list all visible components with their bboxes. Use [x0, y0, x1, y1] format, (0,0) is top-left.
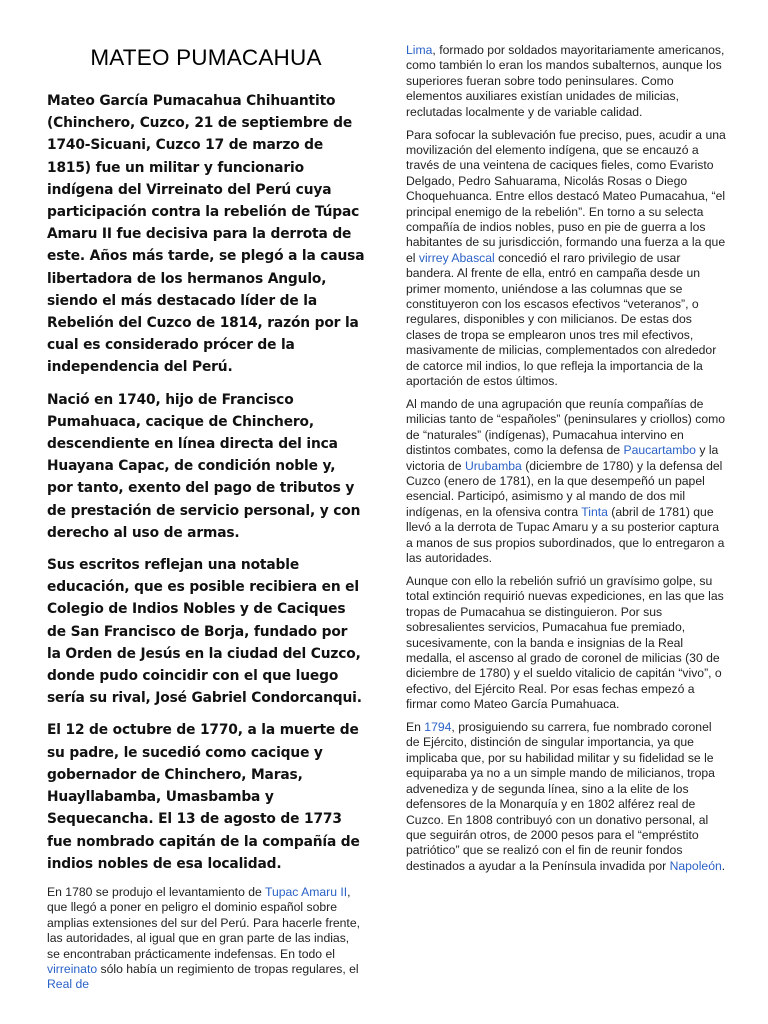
link-urubamba[interactable]: Urubamba	[464, 458, 522, 473]
suppression-text-2: concedió el raro privilegio de usar bandera. Al frente de ella, entró en campaña desde un primer momento, uniéndose a las columnas que se constituyeron con los escasos efectivos “veteranos”, o regulares, disponibles y con milicianos. De estas dos clases de tropa se emplearon unos tres mil efectivos, masivamente de milicias, complementados con alrededor de catorce mil indios, lo que refleja la importancia de la aportación de estos últimos.	[406, 250, 717, 389]
document-title: MATEO PUMACAHUA	[90, 45, 322, 70]
link-1794[interactable]: 1794	[424, 720, 452, 735]
suppression-paragraph	[406, 128, 726, 390]
lima-regiment-paragraph	[406, 43, 726, 120]
combats-text-2: y la victoria de	[406, 443, 719, 473]
career-text-2: , prosiguiendo su carrera, fue nombrado coronel de Ejército, distinción de singular importancia, ya que implicaba que, por su habilidad militar y su fidelidad se le equiparaba ya no a un simple mando de milicianos, tropa advenediza y de segunda línea, sino a la elite de los defensores de la Monarquía y en 1802 alférez real de Cuzco. En 1808 contribuyó con un donativo personal, al que seguirán otros, de 2000 pesos para el “empréstito patriótico” que se realizó con el fin de reunir fondos destinados a ayudar a la Península invadida por	[406, 720, 715, 873]
link-real-de-lima[interactable]: Real de	[47, 977, 90, 992]
combats-text-4: (abril de 1781) que llevó a la derrota de Tupac Amaru y a su posterior captura a manos de sus propios subordinados, que lo entregaron a las autoridades.	[406, 504, 725, 565]
combats-text-1: Al mando de una agrupación que reunía compañías de milicias tanto de “españoles” (peninsulares y criollos) como de “naturales” (indígenas), Pumacahua intervino en distintos combates, como la defensa de	[406, 396, 726, 458]
career-paragraph	[406, 720, 726, 874]
suppression-text-1: Para sofocar la sublevación fue preciso, pues, acudir a una movilización del elemento indígena, que se encauzó a través de una veintena de caciques fieles, como Evaristo Delgado, Pedro Sahuarama, Nicolás Rosas o Diego Choquehuanca. Entre ellos destacó Mateo Pumacahua, “el principal enemigo de la rebelión”. En torno a su selecta compañía de indios nobles, puso en pie de guerra a los habitantes de su jurisdicción, formando una fuerza a la que el	[406, 127, 726, 265]
link-virreinato[interactable]: virreinato	[47, 961, 98, 976]
awards-paragraph: Aunque con ello la rebelión sufrió un gravísimo golpe, su total extinción requirió nuevas expediciones, en las que las tropas de Pumacahua se distinguieron. Por sus sobresalientes servicios, Pumacahua fue premiado, sucesivamente, con la banda e insignias de la Real medalla, el ascenso al grado de coronel de milicias (30 de diciembre de 1780) y el sueldo vitalicio de capitán “vivo”, o efectivo, del Ejército Real. Por esas fechas empezó a firmar como Mateo García Pumahuaca.	[406, 573, 724, 712]
uprising-text-3: sólo había un regimiento de tropas regulares, el	[97, 961, 359, 976]
uprising-paragraph	[47, 885, 365, 993]
birth-paragraph: Nació en 1740, hijo de Francisco Pumahuaca, cacique de Chinchero, descendiente en línea directa del inca Huayana Capac, de condición noble y, por tanto, exento del pago de tributos y de prestación de servicio personal, y con derecho al uso de armas.	[47, 391, 361, 541]
lima-regiment-text: , formado por soldados mayoritariamente americanos, como también lo eran los mandos subalternos, aunque los superiores fueran sobre todo peninsulares. Como elementos auxiliares existían unidades de milicias, reclutadas localmente y de variable calidad.	[406, 43, 725, 119]
uprising-text-2: , que llegó a poner en peligro el dominio español sobre amplias extensiones del sur del Perú. Para hacerle frente, las autoridades, al igual que en gran parte de las indias, se encontraban prácticamente indefensas. En todo el	[47, 884, 360, 961]
link-tinta[interactable]: Tinta	[581, 504, 608, 519]
intro-paragraph: Mateo García Pumacahua Chihuantito (Chinchero, Cuzco, 21 de septiembre de 1740-Sicuani, Cuzco 17 de marzo de 1815) fue un militar y funcionario indígena del Virreinato del Perú cuya participación contra la rebelión de Túpac Amaru II fue decisiva para la derrota de este. Años más tarde, se plegó a la causa libertadora de los hermanos Angulo, siendo el más destacado líder de la Rebelión del Cuzco de 1814, razón por la cual es considerado prócer de la independencia del Perú.	[47, 93, 365, 376]
career-text-1: En	[406, 720, 425, 735]
education-paragraph: Sus escritos reflejan una notable educación, que es posible recibiera en el Colegio de Indios Nobles y de Caciques de San Francisco de Borja, fundado por la Orden de Jesús en la ciudad del Cuzco, donde pudo coincidir con el que luego sería su rival, José Gabriel Condorcanqui.	[47, 557, 362, 707]
career-text-3: .	[721, 858, 726, 873]
combats-text-3: (diciembre de 1780) y la defensa del Cuzco (enero de 1781), en la que desempeñó un papel esencial. Participó, asimismo y al mando de dos mil indígenas, en la ofensiva contra	[406, 458, 723, 519]
uprising-text-1: En 1780 se produjo el levantamiento de	[47, 884, 265, 899]
link-paucartambo[interactable]: Paucartambo	[623, 443, 696, 458]
combats-paragraph	[406, 397, 726, 566]
link-tupac-amaru[interactable]: Tupac Amaru II	[264, 884, 348, 899]
cacique-paragraph: El 12 de octubre de 1770, a la muerte de su padre, le sucedió como cacique y gobernador de Chinchero, Maras, Huayllabamba, Umasbamba y Sequecancha. El 13 de agosto de 1773 fue nombrado capitán de la compañía de indios nobles de esa localidad.	[47, 722, 360, 872]
link-lima[interactable]: Lima	[406, 43, 433, 57]
left-column	[47, 42, 365, 1001]
link-virrey-abascal[interactable]: virrey Abascal	[418, 250, 495, 265]
link-napoleon[interactable]: Napoleón	[669, 858, 722, 873]
right-column	[406, 43, 726, 882]
